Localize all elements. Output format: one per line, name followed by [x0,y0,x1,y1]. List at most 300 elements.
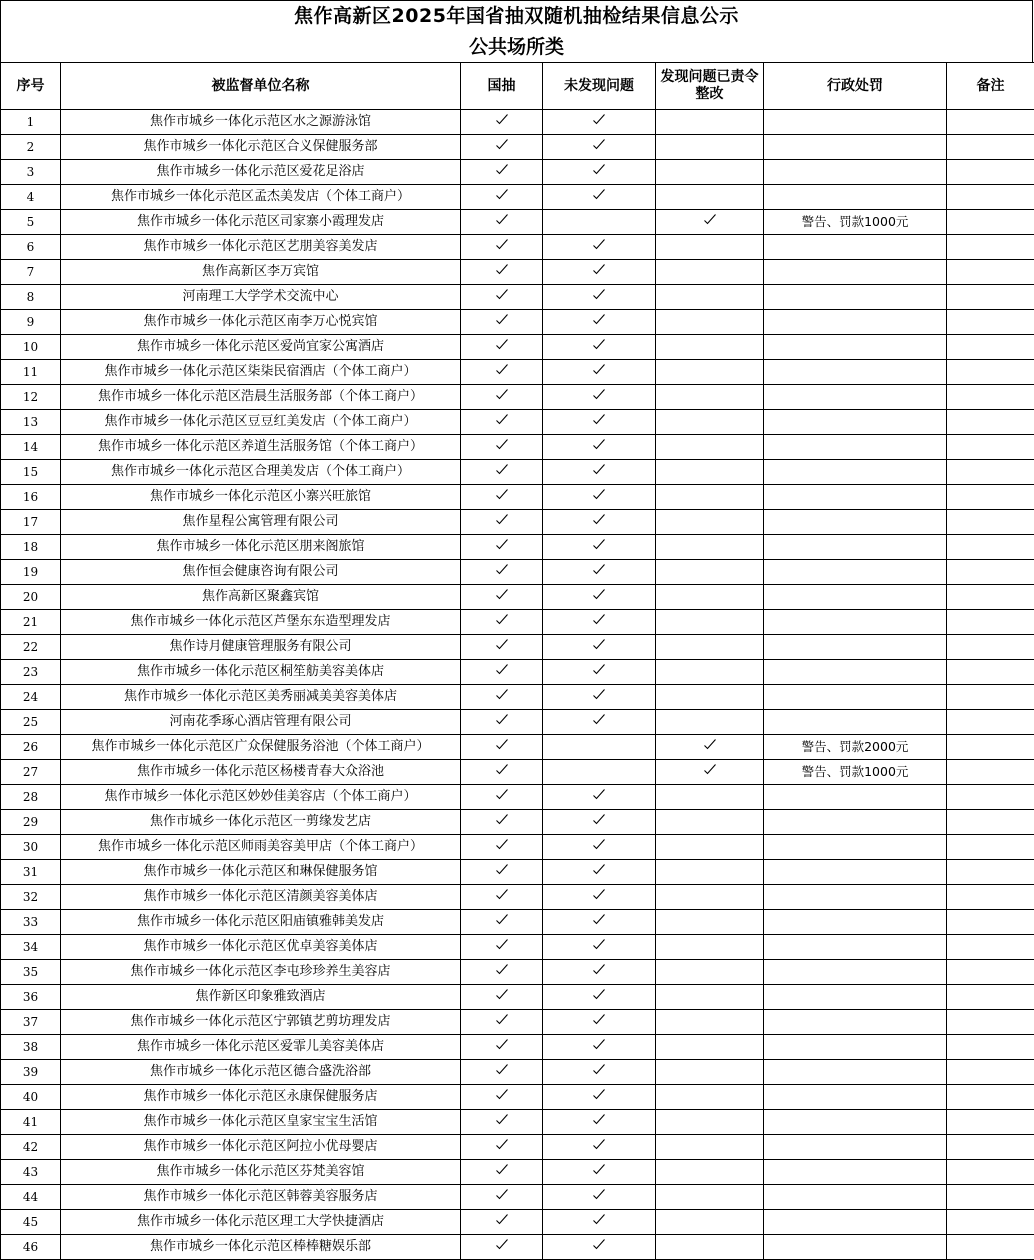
cell-name[interactable]: 焦作高新区李万宾馆 [61,260,461,285]
cell-national[interactable] [461,785,543,810]
cell-no-issue[interactable] [543,1060,656,1085]
cell-penalty[interactable] [764,710,947,735]
cell-no-issue[interactable] [543,285,656,310]
cell-rectified[interactable] [656,1060,764,1085]
cell-remark[interactable] [947,760,1034,785]
cell-remark[interactable] [947,585,1034,610]
cell-penalty[interactable] [764,860,947,885]
header-no-issue[interactable]: 未发现问题 [543,63,656,110]
cell-penalty[interactable] [764,285,947,310]
cell-seq[interactable]: 2 [1,135,61,160]
cell-national[interactable] [461,610,543,635]
cell-no-issue[interactable] [543,210,656,235]
cell-name[interactable]: 焦作市城乡一体化示范区南李万心悦宾馆 [61,310,461,335]
cell-rectified[interactable] [656,585,764,610]
cell-remark[interactable] [947,310,1034,335]
cell-penalty[interactable] [764,785,947,810]
cell-seq[interactable]: 31 [1,860,61,885]
cell-seq[interactable]: 29 [1,810,61,835]
cell-rectified[interactable] [656,835,764,860]
header-name[interactable]: 被监督单位名称 [61,63,461,110]
cell-no-issue[interactable] [543,335,656,360]
cell-national[interactable] [461,935,543,960]
cell-national[interactable] [461,660,543,685]
cell-rectified[interactable] [656,810,764,835]
cell-name[interactable]: 焦作市城乡一体化示范区韩蓉美容服务店 [61,1185,461,1210]
cell-rectified[interactable] [656,860,764,885]
cell-remark[interactable] [947,1135,1034,1160]
cell-seq[interactable]: 7 [1,260,61,285]
cell-penalty[interactable]: 警告、罚款1000元 [764,760,947,785]
cell-national[interactable] [461,160,543,185]
cell-penalty[interactable] [764,935,947,960]
cell-rectified[interactable] [656,635,764,660]
cell-seq[interactable]: 6 [1,235,61,260]
cell-national[interactable] [461,1210,543,1235]
cell-seq[interactable]: 17 [1,510,61,535]
cell-remark[interactable] [947,1235,1034,1260]
cell-no-issue[interactable] [543,535,656,560]
cell-remark[interactable] [947,110,1034,135]
cell-national[interactable] [461,210,543,235]
cell-remark[interactable] [947,410,1034,435]
cell-no-issue[interactable] [543,1010,656,1035]
cell-penalty[interactable] [764,485,947,510]
cell-remark[interactable] [947,185,1034,210]
cell-remark[interactable] [947,985,1034,1010]
cell-national[interactable] [461,185,543,210]
cell-rectified[interactable] [656,360,764,385]
cell-seq[interactable]: 5 [1,210,61,235]
cell-no-issue[interactable] [543,410,656,435]
cell-seq[interactable]: 27 [1,760,61,785]
cell-name[interactable]: 焦作新区印象雅致酒店 [61,985,461,1010]
cell-national[interactable] [461,435,543,460]
cell-national[interactable] [461,1060,543,1085]
header-remark[interactable]: 备注 [947,63,1034,110]
cell-penalty[interactable] [764,1210,947,1235]
cell-seq[interactable]: 18 [1,535,61,560]
cell-remark[interactable] [947,285,1034,310]
cell-remark[interactable] [947,735,1034,760]
cell-seq[interactable]: 43 [1,1160,61,1185]
cell-remark[interactable] [947,385,1034,410]
cell-seq[interactable]: 4 [1,185,61,210]
cell-name[interactable]: 焦作市城乡一体化示范区爱霏儿美容美体店 [61,1035,461,1060]
cell-penalty[interactable] [764,335,947,360]
cell-national[interactable] [461,560,543,585]
cell-no-issue[interactable] [543,510,656,535]
cell-no-issue[interactable] [543,610,656,635]
cell-penalty[interactable] [764,1135,947,1160]
cell-seq[interactable]: 36 [1,985,61,1010]
cell-no-issue[interactable] [543,235,656,260]
cell-national[interactable] [461,1085,543,1110]
cell-rectified[interactable] [656,1160,764,1185]
cell-remark[interactable] [947,910,1034,935]
cell-rectified[interactable] [656,235,764,260]
cell-name[interactable]: 焦作市城乡一体化示范区豆豆红美发店（个体工商户） [61,410,461,435]
header-penalty[interactable]: 行政处罚 [764,63,947,110]
cell-seq[interactable]: 23 [1,660,61,685]
cell-name[interactable]: 焦作市城乡一体化示范区阳庙镇雅韩美发店 [61,910,461,935]
cell-rectified[interactable] [656,510,764,535]
cell-seq[interactable]: 3 [1,160,61,185]
cell-penalty[interactable] [764,560,947,585]
cell-no-issue[interactable] [543,860,656,885]
cell-no-issue[interactable] [543,685,656,710]
cell-name[interactable]: 焦作市城乡一体化示范区师雨美容美甲店（个体工商户） [61,835,461,860]
cell-rectified[interactable] [656,560,764,585]
cell-name[interactable]: 焦作市城乡一体化示范区棒棒糖娱乐部 [61,1235,461,1260]
cell-penalty[interactable] [764,385,947,410]
cell-seq[interactable]: 41 [1,1110,61,1135]
cell-rectified[interactable] [656,1110,764,1135]
cell-national[interactable] [461,110,543,135]
cell-remark[interactable] [947,860,1034,885]
cell-seq[interactable]: 30 [1,835,61,860]
cell-penalty[interactable] [764,810,947,835]
cell-penalty[interactable] [764,160,947,185]
cell-remark[interactable] [947,1085,1034,1110]
cell-seq[interactable]: 26 [1,735,61,760]
cell-seq[interactable]: 38 [1,1035,61,1060]
cell-national[interactable] [461,235,543,260]
cell-rectified[interactable] [656,1135,764,1160]
cell-name[interactable]: 焦作市城乡一体化示范区永康保健服务店 [61,1085,461,1110]
cell-remark[interactable] [947,1160,1034,1185]
cell-rectified[interactable] [656,385,764,410]
cell-penalty[interactable] [764,1235,947,1260]
cell-rectified[interactable] [656,610,764,635]
cell-name[interactable]: 焦作市城乡一体化示范区李屯珍珍养生美容店 [61,960,461,985]
cell-penalty[interactable] [764,260,947,285]
cell-rectified[interactable] [656,335,764,360]
cell-no-issue[interactable] [543,935,656,960]
cell-remark[interactable] [947,835,1034,860]
cell-national[interactable] [461,260,543,285]
cell-rectified[interactable] [656,110,764,135]
cell-name[interactable]: 焦作市城乡一体化示范区爱花足浴店 [61,160,461,185]
cell-no-issue[interactable] [543,185,656,210]
cell-name[interactable]: 焦作市城乡一体化示范区阿拉小优母婴店 [61,1135,461,1160]
cell-name[interactable]: 焦作市城乡一体化示范区小寨兴旺旅馆 [61,485,461,510]
cell-name[interactable]: 河南花季琢心酒店管理有限公司 [61,710,461,735]
cell-remark[interactable] [947,1210,1034,1235]
cell-seq[interactable]: 10 [1,335,61,360]
cell-seq[interactable]: 13 [1,410,61,435]
cell-penalty[interactable]: 警告、罚款2000元 [764,735,947,760]
cell-no-issue[interactable] [543,760,656,785]
cell-no-issue[interactable] [543,785,656,810]
cell-national[interactable] [461,1185,543,1210]
cell-no-issue[interactable] [543,110,656,135]
cell-penalty[interactable] [764,985,947,1010]
cell-national[interactable] [461,685,543,710]
cell-penalty[interactable] [764,410,947,435]
cell-penalty[interactable] [764,910,947,935]
cell-penalty[interactable] [764,1010,947,1035]
cell-national[interactable] [461,1035,543,1060]
cell-no-issue[interactable] [543,1235,656,1260]
cell-remark[interactable] [947,510,1034,535]
cell-rectified[interactable] [656,760,764,785]
cell-rectified[interactable] [656,135,764,160]
cell-remark[interactable] [947,1035,1034,1060]
cell-penalty[interactable] [764,1110,947,1135]
cell-no-issue[interactable] [543,360,656,385]
cell-national[interactable] [461,460,543,485]
cell-seq[interactable]: 8 [1,285,61,310]
cell-seq[interactable]: 28 [1,785,61,810]
cell-penalty[interactable] [764,1060,947,1085]
cell-name[interactable]: 焦作市城乡一体化示范区司家寨小霞理发店 [61,210,461,235]
cell-remark[interactable] [947,1010,1034,1035]
cell-penalty[interactable] [764,435,947,460]
cell-name[interactable]: 焦作市城乡一体化示范区芦堡东东造型理发店 [61,610,461,635]
cell-seq[interactable]: 42 [1,1135,61,1160]
cell-remark[interactable] [947,710,1034,735]
cell-national[interactable] [461,760,543,785]
cell-no-issue[interactable] [543,1085,656,1110]
cell-penalty[interactable] [764,960,947,985]
cell-seq[interactable]: 22 [1,635,61,660]
cell-name[interactable]: 焦作高新区聚鑫宾馆 [61,585,461,610]
cell-remark[interactable] [947,685,1034,710]
cell-name[interactable]: 焦作市城乡一体化示范区宁郭镇艺剪坊理发店 [61,1010,461,1035]
cell-rectified[interactable] [656,1210,764,1235]
cell-remark[interactable] [947,235,1034,260]
cell-penalty[interactable] [764,110,947,135]
cell-name[interactable]: 焦作诗月健康管理服务有限公司 [61,635,461,660]
cell-rectified[interactable] [656,685,764,710]
cell-name[interactable]: 焦作市城乡一体化示范区皇家宝宝生活馆 [61,1110,461,1135]
cell-no-issue[interactable] [543,385,656,410]
cell-remark[interactable] [947,460,1034,485]
cell-national[interactable] [461,1110,543,1135]
cell-name[interactable]: 焦作市城乡一体化示范区一剪缘发艺店 [61,810,461,835]
cell-penalty[interactable] [764,185,947,210]
cell-no-issue[interactable] [543,485,656,510]
cell-remark[interactable] [947,260,1034,285]
cell-national[interactable] [461,1235,543,1260]
cell-national[interactable] [461,285,543,310]
cell-seq[interactable]: 1 [1,110,61,135]
cell-no-issue[interactable] [543,1135,656,1160]
cell-seq[interactable]: 24 [1,685,61,710]
cell-seq[interactable]: 15 [1,460,61,485]
cell-seq[interactable]: 35 [1,960,61,985]
cell-remark[interactable] [947,810,1034,835]
cell-remark[interactable] [947,210,1034,235]
cell-national[interactable] [461,1160,543,1185]
cell-penalty[interactable] [764,660,947,685]
cell-penalty[interactable] [764,535,947,560]
cell-name[interactable]: 焦作恒会健康咨询有限公司 [61,560,461,585]
cell-rectified[interactable] [656,735,764,760]
cell-national[interactable] [461,485,543,510]
cell-no-issue[interactable] [543,585,656,610]
header-seq[interactable]: 序号 [1,63,61,110]
cell-seq[interactable]: 46 [1,1235,61,1260]
cell-penalty[interactable] [764,360,947,385]
cell-national[interactable] [461,1135,543,1160]
cell-national[interactable] [461,860,543,885]
cell-national[interactable] [461,360,543,385]
cell-no-issue[interactable] [543,1110,656,1135]
cell-rectified[interactable] [656,985,764,1010]
cell-national[interactable] [461,885,543,910]
cell-seq[interactable]: 40 [1,1085,61,1110]
cell-remark[interactable] [947,635,1034,660]
cell-name[interactable]: 焦作市城乡一体化示范区朋来阁旅馆 [61,535,461,560]
cell-remark[interactable] [947,435,1034,460]
cell-penalty[interactable] [764,685,947,710]
cell-name[interactable]: 焦作市城乡一体化示范区德合盛洗浴部 [61,1060,461,1085]
cell-remark[interactable] [947,160,1034,185]
cell-name[interactable]: 焦作市城乡一体化示范区清颜美容美体店 [61,885,461,910]
cell-seq[interactable]: 9 [1,310,61,335]
cell-national[interactable] [461,960,543,985]
cell-rectified[interactable] [656,1185,764,1210]
cell-no-issue[interactable] [543,260,656,285]
cell-name[interactable]: 焦作市城乡一体化示范区养道生活服务馆（个体工商户） [61,435,461,460]
cell-national[interactable] [461,810,543,835]
cell-rectified[interactable] [656,285,764,310]
cell-penalty[interactable] [764,585,947,610]
cell-national[interactable] [461,385,543,410]
cell-name[interactable]: 焦作市城乡一体化示范区孟杰美发店（个体工商户） [61,185,461,210]
cell-name[interactable]: 焦作市城乡一体化示范区合理美发店（个体工商户） [61,460,461,485]
cell-penalty[interactable] [764,835,947,860]
cell-seq[interactable]: 20 [1,585,61,610]
cell-rectified[interactable] [656,660,764,685]
cell-seq[interactable]: 45 [1,1210,61,1235]
cell-rectified[interactable] [656,885,764,910]
cell-national[interactable] [461,910,543,935]
cell-remark[interactable] [947,960,1034,985]
cell-no-issue[interactable] [543,460,656,485]
cell-no-issue[interactable] [543,1035,656,1060]
cell-name[interactable]: 河南理工大学学术交流中心 [61,285,461,310]
cell-remark[interactable] [947,1110,1034,1135]
header-national[interactable]: 国抽 [461,63,543,110]
cell-rectified[interactable] [656,1235,764,1260]
cell-name[interactable]: 焦作市城乡一体化示范区芬梵美容馆 [61,1160,461,1185]
cell-rectified[interactable] [656,185,764,210]
cell-national[interactable] [461,1010,543,1035]
cell-rectified[interactable] [656,460,764,485]
cell-remark[interactable] [947,885,1034,910]
cell-name[interactable]: 焦作市城乡一体化示范区合义保健服务部 [61,135,461,160]
cell-no-issue[interactable] [543,835,656,860]
cell-remark[interactable] [947,135,1034,160]
cell-national[interactable] [461,535,543,560]
cell-remark[interactable] [947,660,1034,685]
cell-no-issue[interactable] [543,710,656,735]
cell-rectified[interactable] [656,160,764,185]
cell-national[interactable] [461,310,543,335]
cell-no-issue[interactable] [543,1160,656,1185]
cell-name[interactable]: 焦作市城乡一体化示范区水之源游泳馆 [61,110,461,135]
cell-national[interactable] [461,585,543,610]
cell-rectified[interactable] [656,410,764,435]
cell-no-issue[interactable] [543,1185,656,1210]
cell-no-issue[interactable] [543,435,656,460]
cell-name[interactable]: 焦作市城乡一体化示范区桐笙舫美容美体店 [61,660,461,685]
cell-seq[interactable]: 32 [1,885,61,910]
cell-national[interactable] [461,410,543,435]
cell-penalty[interactable] [764,610,947,635]
cell-no-issue[interactable] [543,560,656,585]
cell-name[interactable]: 焦作市城乡一体化示范区美秀丽减美美容美体店 [61,685,461,710]
cell-seq[interactable]: 25 [1,710,61,735]
cell-national[interactable] [461,135,543,160]
cell-remark[interactable] [947,785,1034,810]
cell-no-issue[interactable] [543,135,656,160]
cell-name[interactable]: 焦作市城乡一体化示范区和琳保健服务馆 [61,860,461,885]
cell-name[interactable]: 焦作市城乡一体化示范区爱尚宜家公寓酒店 [61,335,461,360]
cell-name[interactable]: 焦作市城乡一体化示范区浩晨生活服务部（个体工商户） [61,385,461,410]
cell-rectified[interactable] [656,435,764,460]
cell-no-issue[interactable] [543,810,656,835]
cell-seq[interactable]: 12 [1,385,61,410]
cell-seq[interactable]: 21 [1,610,61,635]
cell-penalty[interactable] [764,635,947,660]
cell-seq[interactable]: 14 [1,435,61,460]
cell-penalty[interactable]: 警告、罚款1000元 [764,210,947,235]
cell-no-issue[interactable] [543,960,656,985]
cell-penalty[interactable] [764,510,947,535]
cell-remark[interactable] [947,360,1034,385]
cell-remark[interactable] [947,1060,1034,1085]
cell-no-issue[interactable] [543,735,656,760]
header-rectified[interactable]: 发现问题已责令整改 [656,63,764,110]
cell-no-issue[interactable] [543,985,656,1010]
cell-name[interactable]: 焦作市城乡一体化示范区广众保健服务浴池（个体工商户） [61,735,461,760]
cell-penalty[interactable] [764,1035,947,1060]
cell-penalty[interactable] [764,235,947,260]
cell-rectified[interactable] [656,485,764,510]
cell-remark[interactable] [947,1185,1034,1210]
cell-penalty[interactable] [764,310,947,335]
cell-national[interactable] [461,510,543,535]
cell-name[interactable]: 焦作市城乡一体化示范区柒柒民宿酒店（个体工商户） [61,360,461,385]
cell-seq[interactable]: 11 [1,360,61,385]
cell-seq[interactable]: 39 [1,1060,61,1085]
cell-penalty[interactable] [764,1085,947,1110]
cell-rectified[interactable] [656,535,764,560]
cell-seq[interactable]: 44 [1,1185,61,1210]
cell-penalty[interactable] [764,460,947,485]
cell-rectified[interactable] [656,960,764,985]
cell-rectified[interactable] [656,1010,764,1035]
cell-remark[interactable] [947,485,1034,510]
cell-name[interactable]: 焦作市城乡一体化示范区妙妙佳美容店（个体工商户） [61,785,461,810]
cell-rectified[interactable] [656,1085,764,1110]
cell-national[interactable] [461,735,543,760]
cell-rectified[interactable] [656,785,764,810]
cell-rectified[interactable] [656,935,764,960]
cell-remark[interactable] [947,335,1034,360]
cell-penalty[interactable] [764,885,947,910]
cell-rectified[interactable] [656,260,764,285]
cell-name[interactable]: 焦作市城乡一体化示范区理工大学快捷酒店 [61,1210,461,1235]
cell-no-issue[interactable] [543,660,656,685]
cell-national[interactable] [461,835,543,860]
cell-penalty[interactable] [764,1160,947,1185]
cell-seq[interactable]: 37 [1,1010,61,1035]
